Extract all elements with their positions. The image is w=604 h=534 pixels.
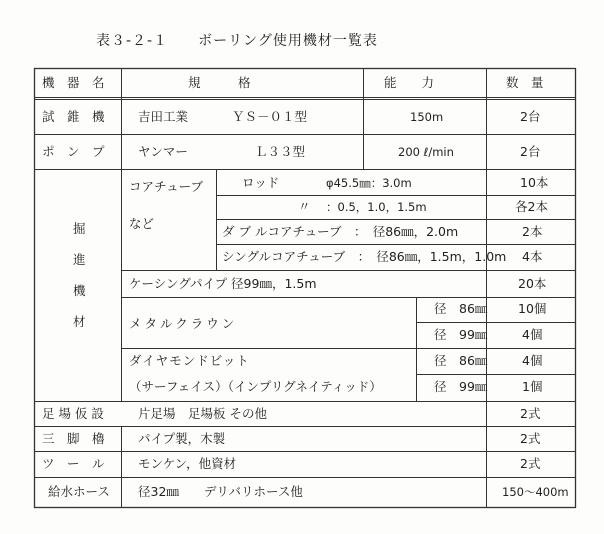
kussin-char-1: 掘 bbox=[73, 221, 86, 236]
qty-single: 4本 bbox=[522, 249, 543, 264]
ditto-mark: 〃 bbox=[298, 199, 311, 214]
header-suryo: 数 量 bbox=[506, 75, 544, 90]
qty-double: 2本 bbox=[522, 224, 543, 239]
row-sankyaku-name: 三 脚 櫓 bbox=[42, 431, 105, 446]
rod-label: ロッド bbox=[242, 175, 280, 190]
header-kiki: 機 器 名 bbox=[42, 75, 105, 90]
row-pump-capacity: 200 ℓ/min bbox=[398, 145, 454, 159]
metal-crown: メタルクラウン bbox=[129, 316, 238, 331]
header-noryoku: 能 力 bbox=[384, 75, 435, 90]
row-kyusui-qty: 150～400m bbox=[502, 485, 569, 499]
row-tool-qty: 2式 bbox=[520, 456, 541, 471]
diamond-bit-86: 径 86㎜ bbox=[434, 353, 488, 368]
qty-rod: 10本 bbox=[520, 175, 549, 190]
row-sankyaku-qty: 2式 bbox=[520, 431, 541, 446]
metal-crown-86: 径 86㎜ bbox=[434, 301, 488, 316]
rod-spec: φ45.5㎜：3.0m bbox=[326, 176, 412, 190]
diamond-bit-99: 径 99㎜ bbox=[434, 379, 488, 394]
row-sankyaku-spec: パイプ製，木製 bbox=[138, 431, 226, 446]
row-shisui-maker: 吉田工業 bbox=[138, 109, 189, 124]
row-kyusui-name: 給水ホース bbox=[48, 484, 110, 499]
row-pump-qty: 2台 bbox=[520, 144, 541, 159]
row-pump-model: Ｌ３３型 bbox=[255, 144, 306, 159]
nado-label: など bbox=[129, 216, 155, 231]
kussin-char-3: 機 bbox=[73, 283, 86, 298]
row-tool-name: ツ ー ル bbox=[42, 456, 105, 471]
row-pump-maker: ヤンマー bbox=[138, 144, 188, 159]
row-ashiba-qty: 2式 bbox=[520, 406, 541, 421]
metal-crown-99: 径 99㎜ bbox=[434, 327, 488, 342]
row-shisui-model: ＹＳ－０１型 bbox=[232, 109, 308, 124]
row-ashiba-name: 足 場 仮 設 bbox=[42, 406, 104, 421]
row-shisui-name: 試 錐 機 bbox=[42, 109, 105, 124]
kussin-char-2: 進 bbox=[73, 252, 86, 267]
double-core: ダ ブ ルコアチューブ ： 径86㎜，2.0m bbox=[222, 224, 459, 239]
single-core: シングルコアチューブ ： 径86㎜，1.5m，1.0m bbox=[222, 249, 507, 264]
qty-db99: 1個 bbox=[522, 379, 543, 394]
row-pump-name: ポ ン プ bbox=[42, 144, 105, 159]
diamond-bit: ダイヤモンドビット bbox=[129, 353, 250, 368]
table-title: 表３-２-１ ボーリング使用機材一覧表 bbox=[96, 33, 378, 49]
row-shisui-qty: 2台 bbox=[520, 109, 541, 124]
qty-ditto: 各2本 bbox=[515, 199, 548, 214]
qty-casing: 20本 bbox=[518, 276, 547, 291]
row-shisui-capacity: 150m bbox=[410, 110, 444, 124]
qty-mc86: 10個 bbox=[518, 301, 547, 316]
qty-db86: 4個 bbox=[522, 353, 543, 368]
row-ashiba-spec: 片足場 足場板 その他 bbox=[138, 406, 267, 421]
ditto-spec: ：0.5，1.0，1.5m bbox=[326, 200, 427, 214]
row-kyusui-spec: 径32㎜ デリバリホース他 bbox=[138, 484, 303, 499]
casing-pipe: ケーシングパイプ 径99㎜，1.5m bbox=[129, 276, 317, 291]
kussin-char-4: 材 bbox=[73, 314, 86, 329]
core-tube-label: コアチューブ bbox=[129, 179, 204, 194]
qty-mc99: 4個 bbox=[522, 327, 543, 342]
header-kikaku: 規 格 bbox=[188, 75, 251, 90]
row-tool-spec: モンケン，他資材 bbox=[138, 456, 237, 471]
diamond-bit-sub: （サーフェイス）（インプリグネイティッド） bbox=[129, 379, 382, 394]
